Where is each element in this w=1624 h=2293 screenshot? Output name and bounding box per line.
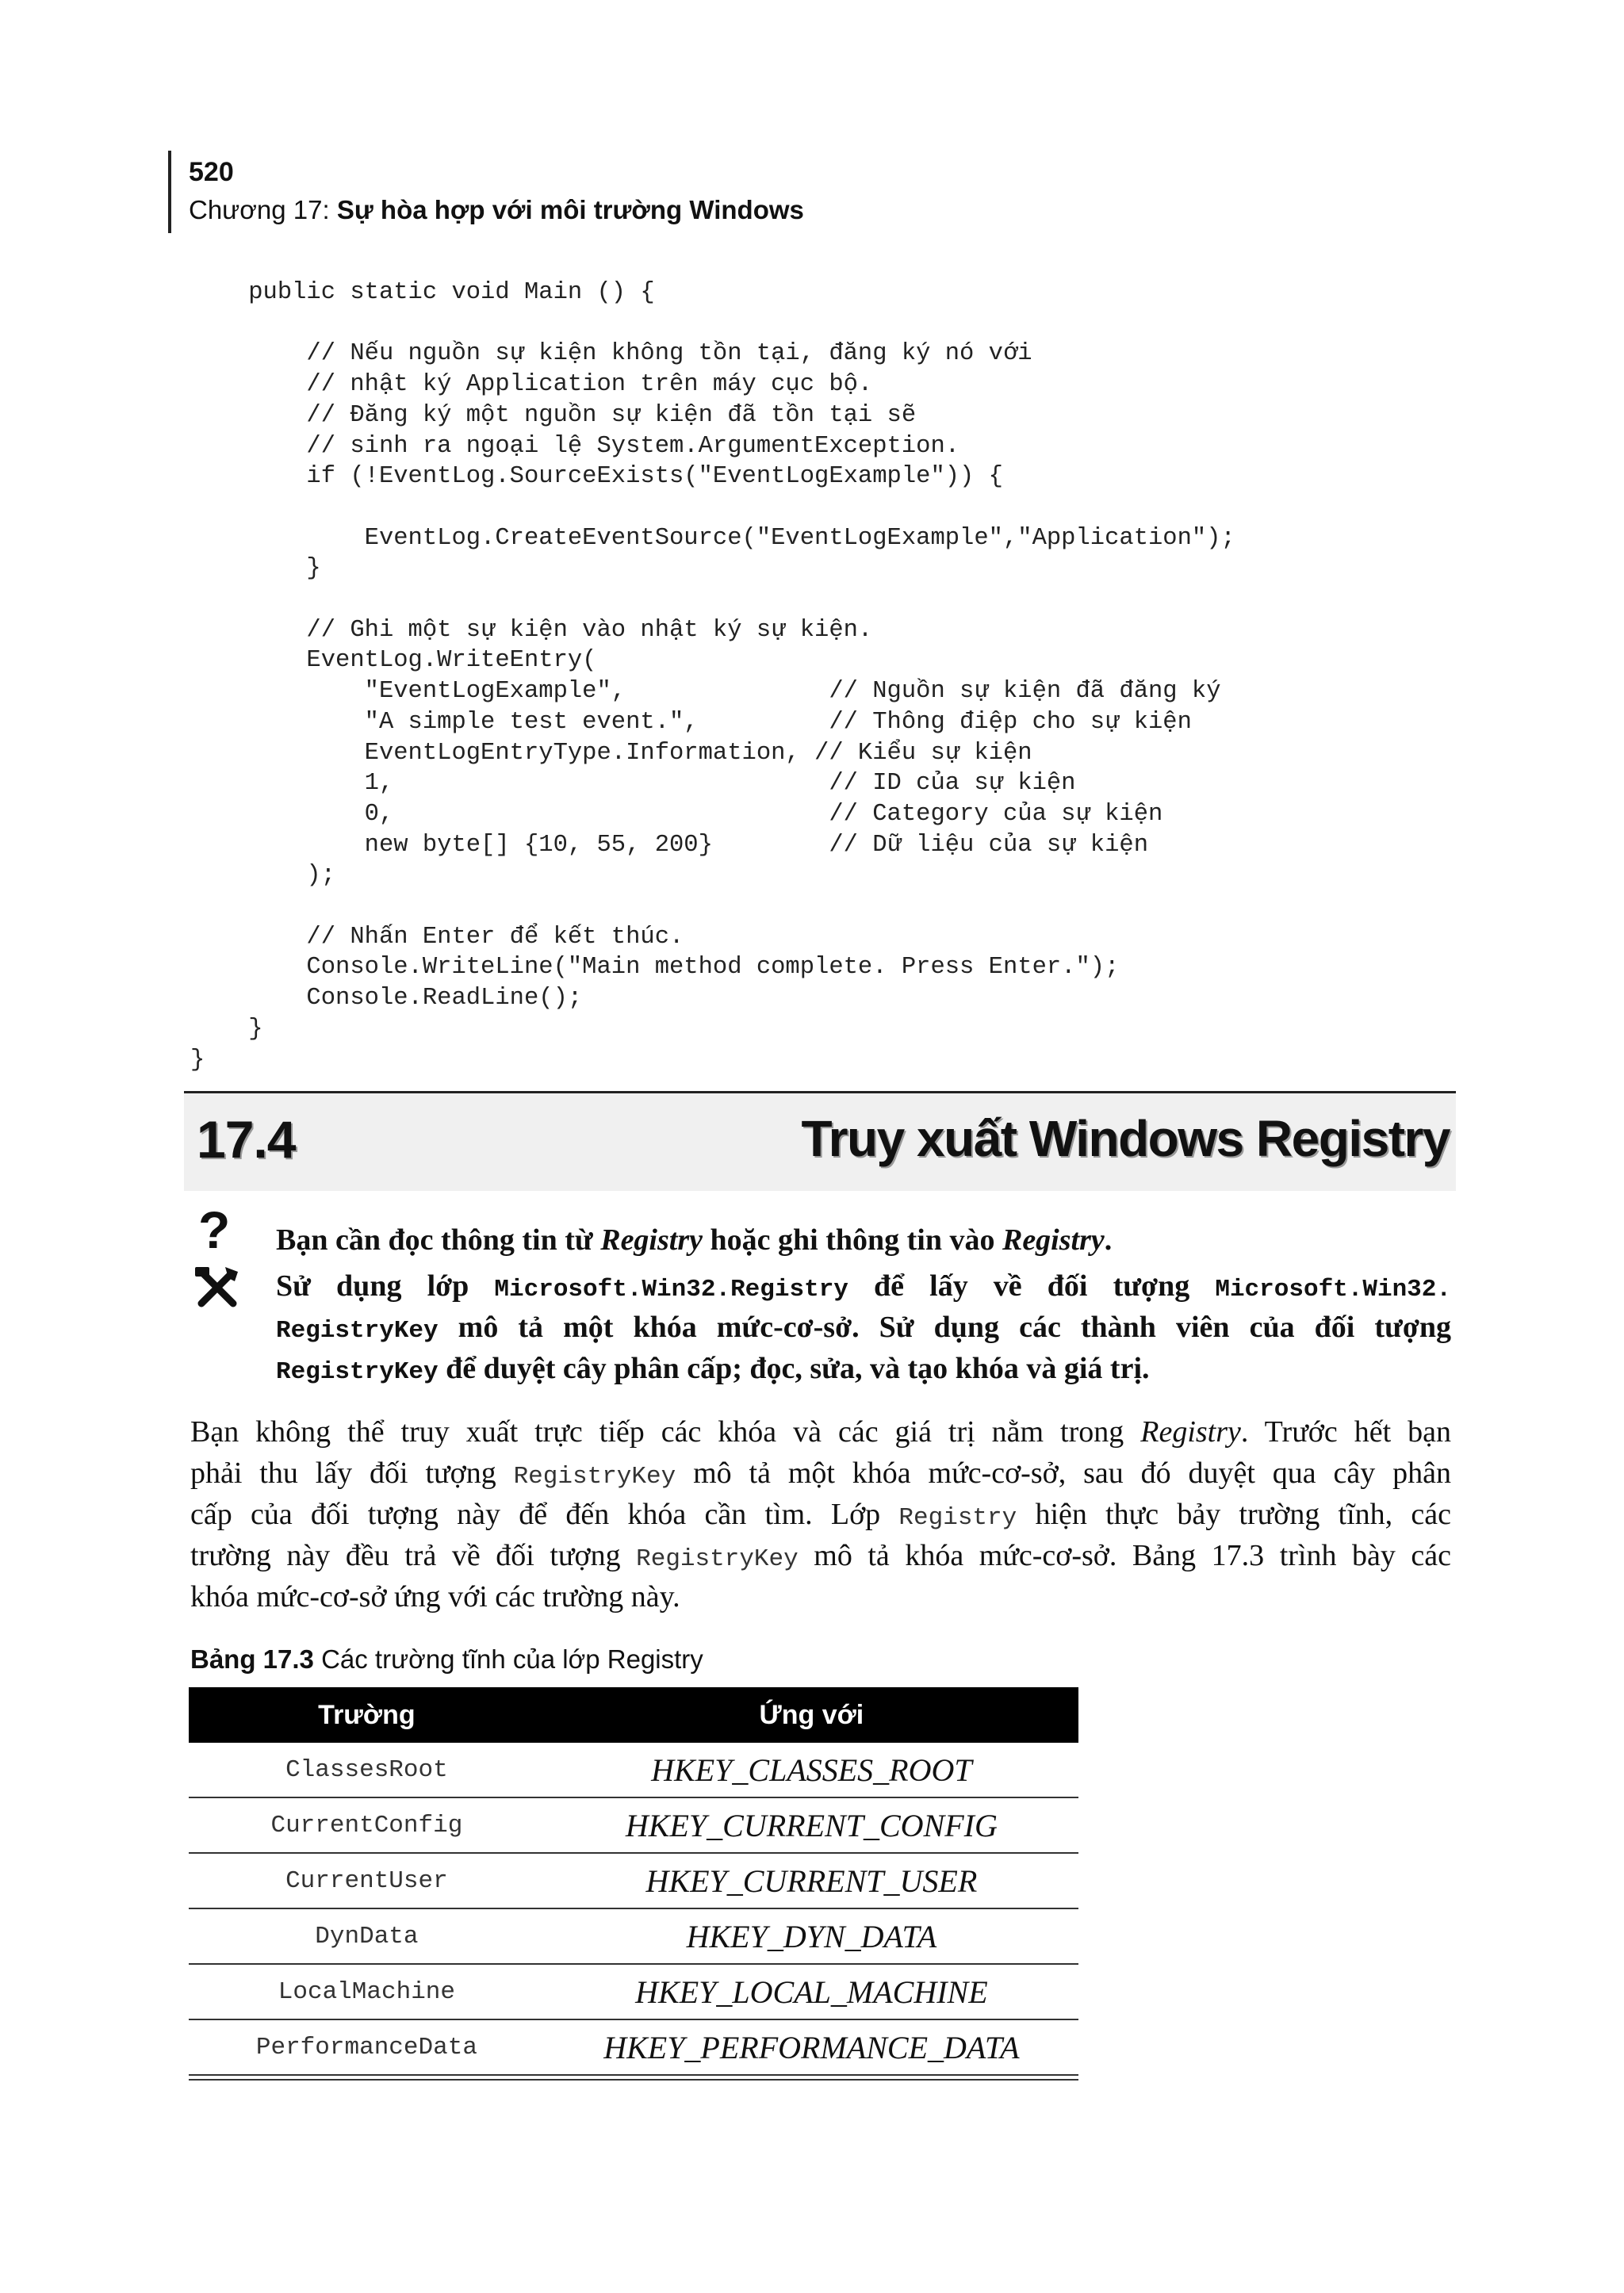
column-header-key: Ứng với bbox=[545, 1687, 1078, 1743]
table-header-row bbox=[189, 1687, 1078, 1743]
field-name: ClassesRoot bbox=[189, 1743, 545, 1797]
table-row bbox=[189, 1853, 1078, 1908]
table-bottom-rule bbox=[189, 2074, 1078, 2081]
code-line: // Nếu nguồn sự kiện không tồn tại, đăng ký nó với bbox=[190, 340, 1032, 368]
solution-line: RegistryKey mô tả một khóa mức-cơ-sở. Sử dụng các thành viên của đối tượng bbox=[276, 1311, 1451, 1345]
chapter-title: Sự hòa hợp với môi trường Windows bbox=[336, 195, 804, 224]
registry-key: HKEY_CLASSES_ROOT bbox=[545, 1743, 1078, 1797]
field-name: CurrentConfig bbox=[189, 1797, 545, 1853]
section-title: Truy xuất Windows Registry bbox=[801, 1110, 1450, 1167]
code-line: // Nhấn Enter để kết thúc. bbox=[190, 923, 684, 951]
field-name: PerformanceData bbox=[255, 2033, 477, 2061]
solution-line: Sử dụng lớp Microsoft.Win32.Registry để lấy về đối tượng Microsoft.Win32. bbox=[276, 1269, 1451, 1303]
field-name: CurrentUser bbox=[189, 1853, 545, 1908]
problem-statement: Bạn cần đọc thông tin từ Registry hoặc ghi thông tin vào Registry. bbox=[276, 1223, 1113, 1257]
code-line: // nhật ký Application trên máy cục bộ. bbox=[190, 371, 873, 399]
code-listing bbox=[190, 278, 1235, 1075]
table-row bbox=[189, 1797, 1078, 1853]
solution-line: RegistryKey để duyệt cây phân cấp; đọc, sửa, và tạo khóa và giá trị. bbox=[276, 1352, 1150, 1386]
table-row bbox=[189, 1908, 1078, 1964]
code-line: "A simple test event.", // Thông điệp cho sự kiện bbox=[190, 708, 1192, 736]
body-paragraph-line: Bạn không thể truy xuất trực tiếp các khóa và các giá trị nằm trong Registry. Trước hết bạn bbox=[190, 1415, 1451, 1449]
code-line: // Ghi một sự kiện vào nhật ký sự kiện. bbox=[190, 616, 873, 644]
code-line: Console.ReadLine(); bbox=[190, 985, 583, 1013]
body-paragraph-line: cấp của đối tượng này để đến khóa cần tìm. Lớp Registry hiện thực bảy trường tĩnh, các bbox=[190, 1498, 1451, 1532]
code-line: EventLogEntryType.Information, // Kiểu sự kiện bbox=[190, 739, 1032, 767]
tools-icon bbox=[193, 1264, 241, 1311]
section-banner bbox=[184, 1091, 1456, 1191]
registry-key: HKEY_CURRENT_USER bbox=[545, 1853, 1078, 1908]
code-line: public static void Main () { bbox=[190, 279, 655, 306]
code-line: 1, // ID của sự kiện bbox=[190, 770, 1076, 798]
code-line: if (!EventLog.SourceExists("EventLogExample")) { bbox=[190, 463, 1003, 491]
question-mark-icon: ? bbox=[198, 1200, 231, 1259]
code-line: Console.WriteLine("Main method complete. Press Enter."); bbox=[190, 954, 1120, 982]
code-line: ); bbox=[190, 862, 336, 890]
registry-key: HKEY_DYN_DATA bbox=[545, 1908, 1078, 1964]
section-number: 17.4 bbox=[197, 1110, 296, 1169]
code-line: "EventLogExample", // Nguồn sự kiện đã đăng ký bbox=[190, 678, 1221, 706]
chapter-prefix: Chương 17: bbox=[189, 195, 337, 224]
code-line: EventLog.WriteEntry( bbox=[190, 647, 597, 675]
code-line: 0, // Category của sự kiện bbox=[190, 800, 1163, 828]
body-paragraph-line: khóa mức-cơ-sở ứng với các trường này. bbox=[190, 1580, 680, 1614]
header-rule bbox=[168, 151, 171, 233]
table-row bbox=[189, 2019, 1078, 2074]
body-paragraph-line: trường này đều trả về đối tượng RegistryKey mô tả khóa mức-cơ-sở. Bảng 17.3 trình bày các bbox=[190, 1539, 1451, 1573]
registry-fields-table bbox=[189, 1687, 1078, 2074]
field-name: LocalMachine bbox=[189, 1964, 545, 2019]
body-paragraph-line: phải thu lấy đối tượng RegistryKey mô tả một khóa mức-cơ-sở, sau đó duyệt qua cây phân bbox=[190, 1457, 1451, 1491]
code-line: // sinh ra ngoại lệ System.ArgumentException. bbox=[190, 432, 960, 460]
registry-key: HKEY_LOCAL_MACHINE bbox=[545, 1964, 1078, 2019]
code-line: } bbox=[190, 555, 321, 583]
code-line: new byte[] {10, 55, 200} // Dữ liệu của sự kiện bbox=[190, 831, 1148, 859]
code-line: // Đăng ký một nguồn sự kiện đã tồn tại sẽ bbox=[190, 401, 917, 429]
chapter-heading bbox=[189, 195, 804, 225]
page-number: 520 bbox=[189, 157, 234, 187]
table-row bbox=[189, 1743, 1078, 1797]
table-caption: Bảng 17.3 Các trường tĩnh của lớp Registry bbox=[190, 1644, 703, 1674]
code-line: } bbox=[190, 1015, 263, 1043]
code-line: EventLog.CreateEventSource("EventLogExample","Application"); bbox=[190, 524, 1235, 552]
column-header-field: Trường bbox=[189, 1687, 545, 1743]
registry-key: HKEY_PERFORMANCE_DATA bbox=[603, 2029, 1020, 2065]
table-row bbox=[189, 1964, 1078, 2019]
field-name: DynData bbox=[189, 1908, 545, 1964]
registry-key: HKEY_CURRENT_CONFIG bbox=[545, 1797, 1078, 1853]
code-line: } bbox=[190, 1046, 205, 1074]
